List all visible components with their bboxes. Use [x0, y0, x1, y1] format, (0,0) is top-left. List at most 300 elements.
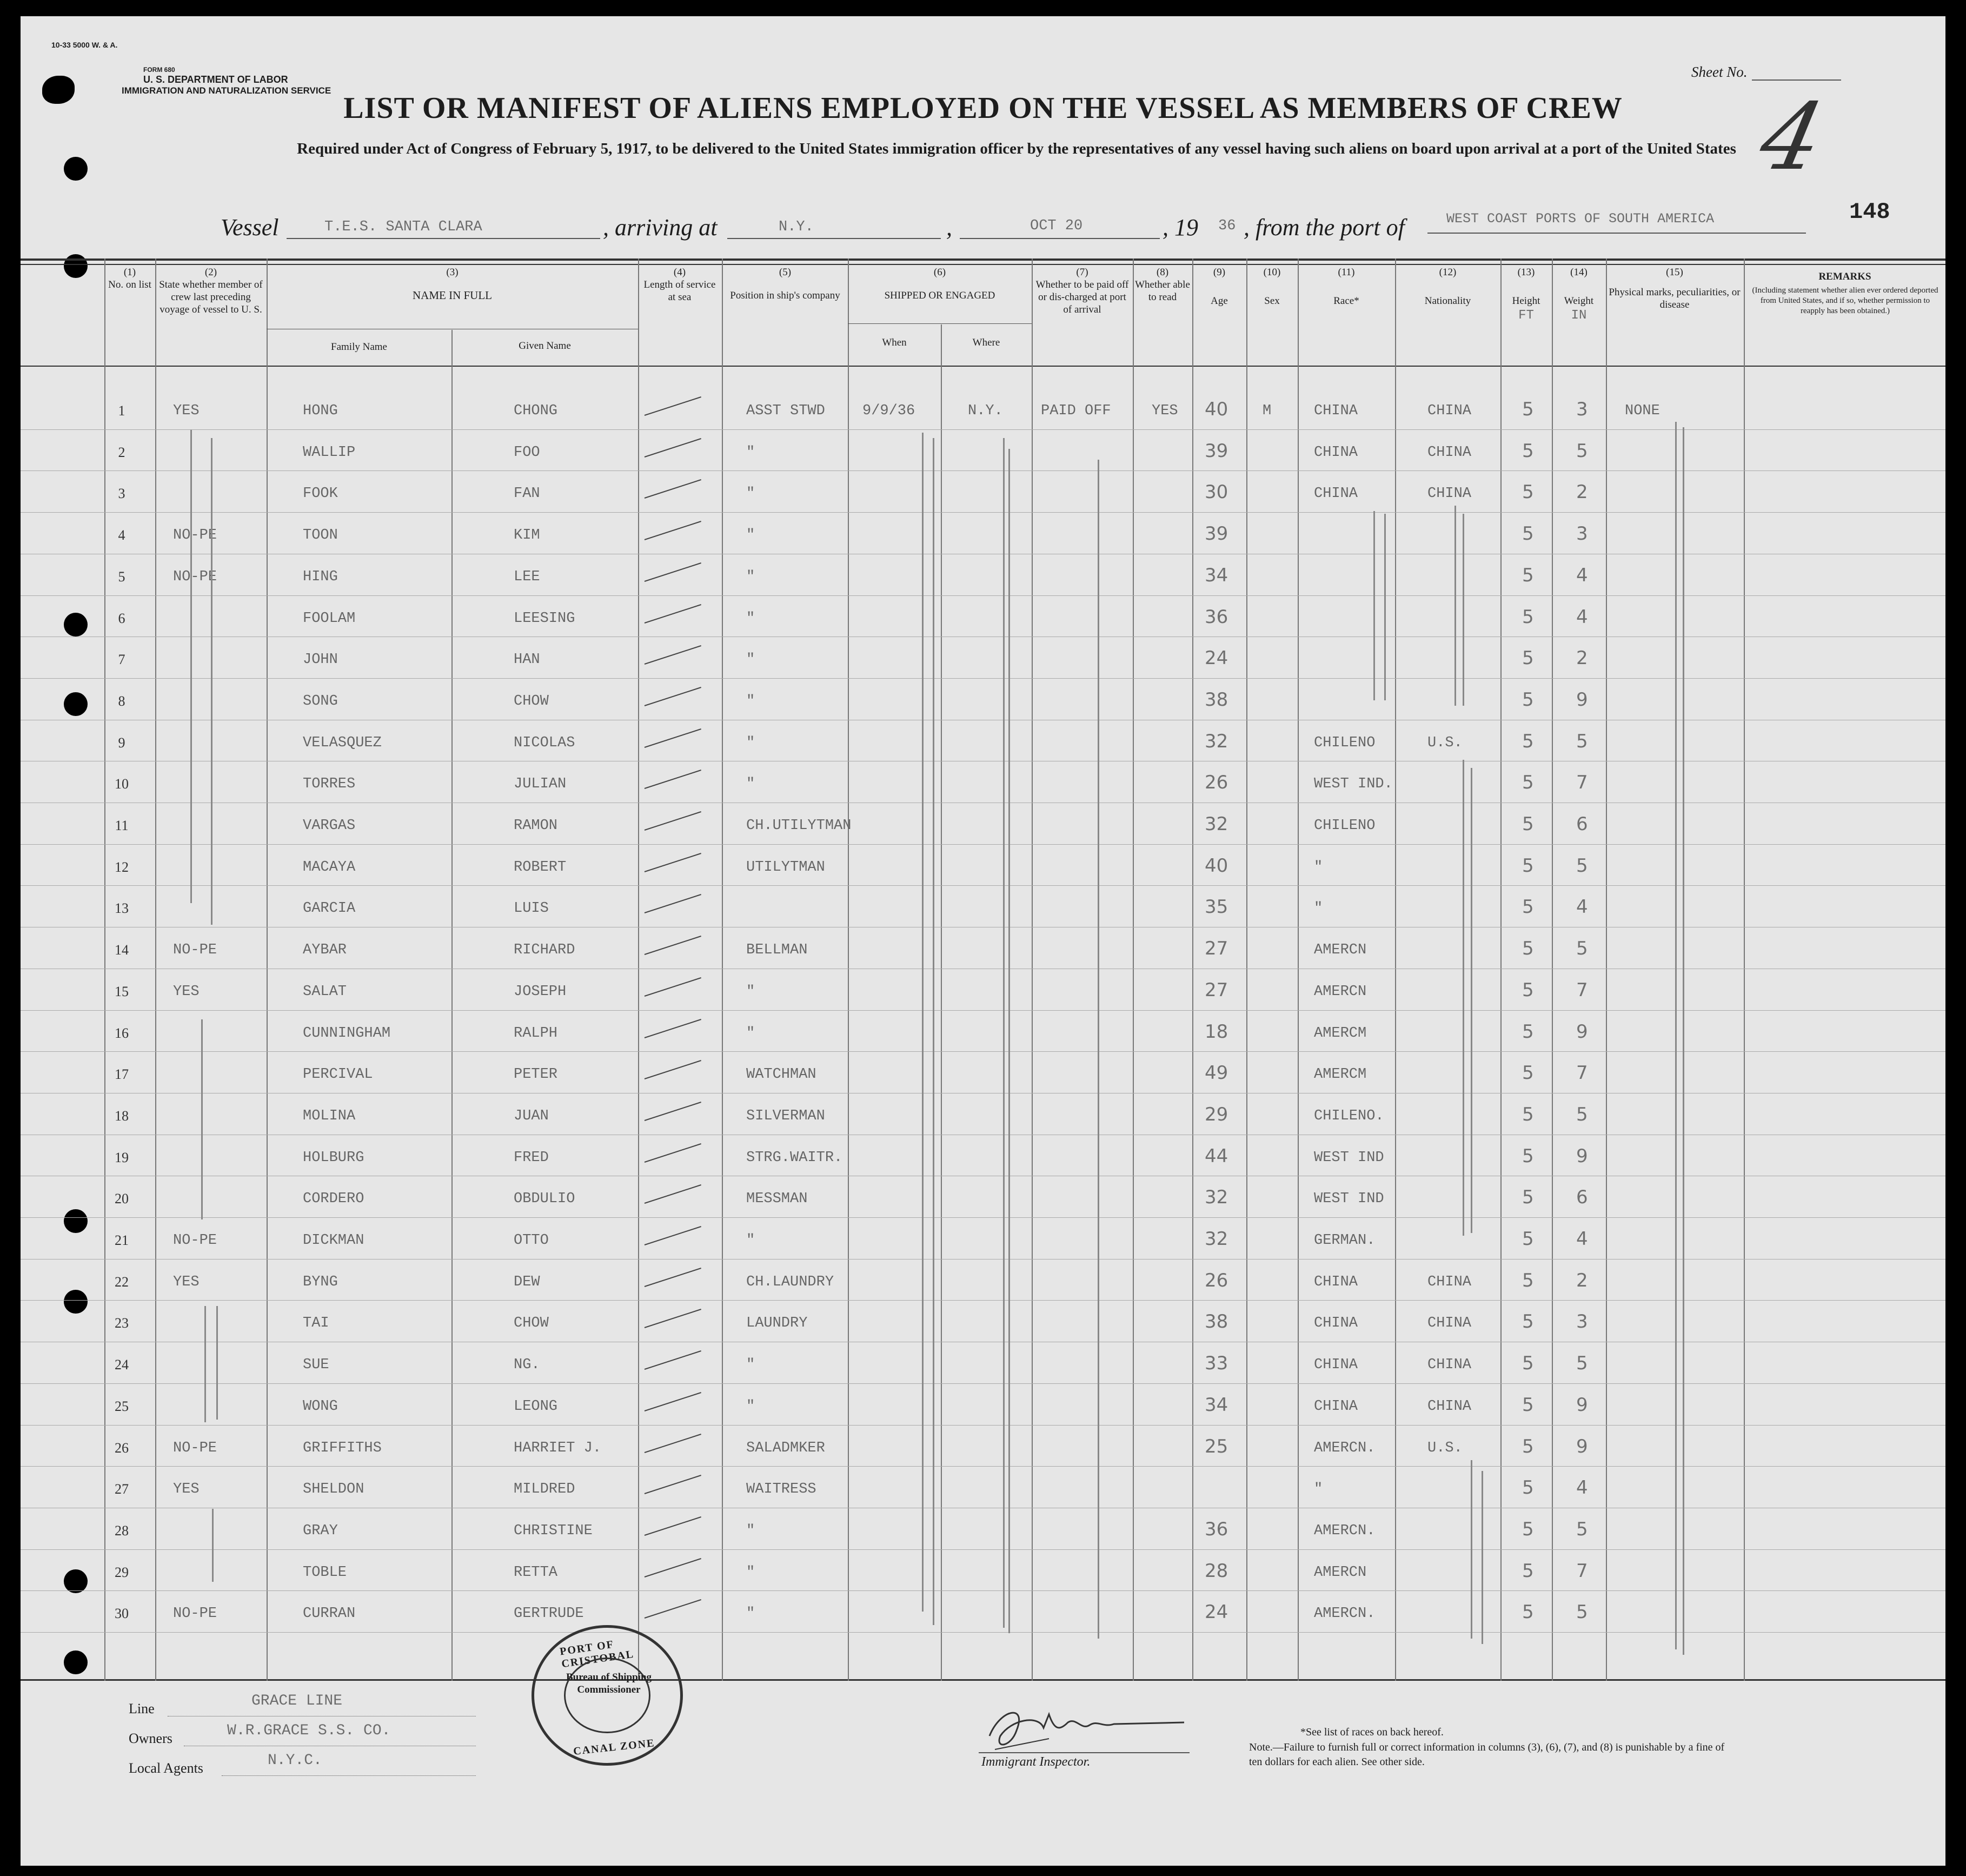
header-col-9: (9) Age — [1211, 267, 1228, 307]
cell-family-name: CORDERO — [303, 1191, 364, 1208]
cell-given-name: OTTO — [514, 1232, 549, 1249]
col-line — [848, 258, 849, 1681]
col-line — [155, 258, 156, 1681]
cell-row-number: 2 — [118, 444, 125, 460]
col-line — [1133, 258, 1134, 1681]
cell-paid-off: PAID OFF — [1041, 403, 1111, 419]
cell-height-feet: 5 — [1522, 1020, 1534, 1043]
year-prefix: , 19 — [1163, 214, 1198, 241]
cell-previous-voyage: NO-PE — [173, 527, 217, 544]
from-port-label: , from the port of — [1244, 214, 1405, 241]
cell-previous-voyage: YES — [173, 1481, 200, 1498]
line-label: Line — [129, 1701, 155, 1716]
cell-row-number: 15 — [115, 983, 129, 999]
header-col-12: (12) Nationality — [1424, 267, 1471, 307]
col-line — [1552, 258, 1553, 1681]
cell-height-inches: 2 — [1576, 647, 1588, 669]
col-line — [1606, 258, 1607, 1681]
document-title: LIST OR MANIFEST OF ALIENS EMPLOYED ON THE VESSEL AS MEMBERS OF CREW — [343, 91, 1623, 125]
punch-hole — [64, 1569, 88, 1593]
cell-family-name: TOBLE — [303, 1564, 347, 1581]
cell-height-inches: 4 — [1576, 564, 1588, 586]
row-rule — [21, 470, 1945, 471]
cell-row-number: 12 — [115, 859, 129, 875]
cell-race: CHINA — [1314, 444, 1358, 461]
cell-sex: M — [1263, 403, 1272, 419]
cell-height-inches: 7 — [1576, 1062, 1588, 1084]
cell-position: " — [746, 1232, 755, 1249]
races-note: *See list of races on back hereof. — [1300, 1726, 1444, 1738]
cell-given-name: HAN — [514, 652, 540, 668]
col-line — [1500, 258, 1502, 1681]
arriving-line — [727, 238, 941, 239]
row-rule — [21, 844, 1945, 845]
col-line — [1192, 258, 1193, 1681]
table-bottom-rule — [21, 1679, 1945, 1681]
cell-family-name: VARGAS — [303, 818, 356, 834]
line-value: GRACE LINE — [251, 1693, 343, 1709]
header-col-8: (8) Whether able to read — [1135, 267, 1190, 303]
cell-height-inches: 9 — [1576, 1020, 1588, 1043]
cell-age: 24 — [1205, 647, 1228, 669]
cell-given-name: LEE — [514, 568, 540, 585]
cell-age: 34 — [1205, 564, 1228, 586]
cell-given-name: MILDRED — [514, 1481, 575, 1498]
cell-family-name: GRIFFITHS — [303, 1440, 382, 1456]
cell-given-name: PETER — [514, 1066, 558, 1083]
cell-height-feet: 5 — [1522, 647, 1534, 669]
cell-given-name: NG. — [514, 1357, 540, 1374]
cell-race: CHILENO — [1314, 734, 1376, 751]
cell-race: AMERCN. — [1314, 1440, 1376, 1456]
cell-given-name: CHOW — [514, 693, 549, 710]
cell-position: STRG.WAITR. — [746, 1149, 843, 1166]
cell-row-number: 3 — [118, 486, 125, 502]
page-number: 148 — [1849, 199, 1890, 225]
cell-height-feet: 5 — [1522, 1228, 1534, 1250]
cell-row-number: 13 — [115, 900, 129, 917]
cell-previous-voyage: NO-PE — [173, 1232, 217, 1249]
header-col-1: (1) No. on list — [108, 267, 151, 290]
cell-row-number: 16 — [115, 1025, 129, 1041]
cell-age: 39 — [1205, 440, 1228, 462]
row-rule — [21, 678, 1945, 679]
cell-position: " — [746, 1357, 755, 1374]
row-rule — [21, 1466, 1945, 1467]
col-line — [104, 258, 105, 1681]
cell-height-inches: 5 — [1576, 1601, 1588, 1623]
cell-height-inches: 7 — [1576, 1560, 1588, 1582]
service-name: IMMIGRATION AND NATURALIZATION SERVICE — [122, 85, 331, 96]
sheet-number-label: Sheet No. — [1691, 64, 1748, 80]
cell-given-name: FOO — [514, 444, 540, 461]
port-stamp — [532, 1625, 683, 1766]
cell-position: " — [746, 983, 755, 1000]
cell-family-name: DICKMAN — [303, 1232, 364, 1249]
sheet-number-line — [1752, 79, 1841, 81]
cell-nationality: CHINA — [1427, 403, 1472, 419]
cell-row-number: 9 — [118, 734, 125, 751]
cell-given-name: CHRISTINE — [514, 1522, 593, 1539]
cell-age: 39 — [1205, 523, 1228, 545]
ditto-bracket — [1008, 449, 1010, 1633]
header-col-14: (14) Weight IN — [1564, 267, 1594, 323]
cell-family-name: MOLINA — [303, 1108, 356, 1124]
cell-row-number: 6 — [118, 610, 125, 626]
row-rule — [21, 1632, 1945, 1633]
owners-value: W.R.GRACE S.S. CO. — [227, 1722, 391, 1739]
cell-height-feet: 5 — [1522, 523, 1534, 545]
punch-hole — [64, 1650, 88, 1674]
header-col-5: (5) Position in ship's company — [730, 267, 840, 301]
header-family-name: Family Name — [331, 341, 387, 353]
cell-position: SALADMKER — [746, 1440, 825, 1456]
vessel-label: Vessel — [221, 214, 279, 241]
cell-nationality: CHINA — [1427, 1398, 1472, 1415]
row-rule — [21, 1590, 1945, 1591]
col-line — [1032, 258, 1033, 1681]
col-line — [638, 258, 639, 1681]
col-line — [1744, 258, 1745, 1681]
cell-family-name: WALLIP — [303, 444, 356, 461]
arrival-date: OCT 20 — [1030, 218, 1083, 234]
cell-race: CHINA — [1314, 486, 1358, 502]
cell-race: WEST IND — [1314, 1149, 1384, 1166]
cell-height-inches: 9 — [1576, 1394, 1588, 1416]
cell-age: 27 — [1205, 979, 1228, 1001]
cell-height-feet: 5 — [1522, 1477, 1534, 1499]
cell-family-name: BYNG — [303, 1274, 338, 1290]
cell-height-feet: 5 — [1522, 730, 1534, 752]
row-rule — [21, 1010, 1945, 1011]
department-name: U. S. DEPARTMENT OF LABOR — [143, 74, 288, 85]
row-rule — [21, 512, 1945, 513]
cell-family-name: TAI — [303, 1315, 329, 1332]
row-rule — [21, 1217, 1945, 1218]
arriving-port: N.Y. — [779, 219, 814, 235]
punch-hole — [64, 613, 88, 637]
cell-family-name: FOOLAM — [303, 610, 356, 627]
form-code: 10-33 5000 W. & A. — [51, 41, 118, 49]
cell-given-name: CHONG — [514, 403, 558, 419]
cell-position: " — [746, 734, 755, 751]
cell-family-name: AYBAR — [303, 942, 347, 959]
header-col-6: (6) SHIPPED OR ENGAGED — [884, 267, 995, 301]
cell-position: " — [746, 776, 755, 793]
punch-hole — [64, 692, 88, 716]
ditto-bracket — [216, 1306, 218, 1420]
cell-race: WEST IND. — [1314, 776, 1393, 793]
ditto-bracket — [933, 438, 934, 1625]
cell-race: AMERCN — [1314, 942, 1367, 959]
agents-value: N.Y.C. — [268, 1752, 322, 1769]
cell-family-name: GRAY — [303, 1522, 338, 1539]
cell-height-inches: 5 — [1576, 1353, 1588, 1375]
ditto-bracket — [1482, 1471, 1483, 1644]
cell-height-inches: 5 — [1576, 1518, 1588, 1540]
cell-age: 32 — [1205, 1228, 1228, 1250]
ditto-bracket — [1463, 760, 1464, 1236]
cell-row-number: 5 — [118, 568, 125, 585]
cell-height-feet: 5 — [1522, 772, 1534, 794]
cell-age: 35 — [1205, 896, 1228, 918]
cell-height-inches: 5 — [1576, 730, 1588, 752]
cell-row-number: 22 — [115, 1274, 129, 1290]
cell-given-name: RALPH — [514, 1025, 558, 1042]
cell-given-name: DEW — [514, 1274, 540, 1290]
punch-hole — [64, 1209, 88, 1233]
cell-family-name: SALAT — [303, 983, 347, 1000]
agents-underline — [222, 1775, 476, 1776]
cell-previous-voyage: NO-PE — [173, 568, 217, 585]
table-top-rule — [21, 258, 1945, 261]
header-remarks-note: (Including statement whether alien ever ordered deported from United States, and if so, whether permission to reapply has been obtained.) — [1752, 286, 1938, 315]
cell-race: CHINA — [1314, 1357, 1358, 1374]
agents-label: Local Agents — [129, 1760, 203, 1776]
cell-row-number: 8 — [118, 693, 125, 709]
cell-age: 38 — [1205, 688, 1228, 711]
cell-nationality: CHINA — [1427, 486, 1472, 502]
cell-position: WATCHMAN — [746, 1066, 816, 1083]
cell-height-inches: 3 — [1576, 399, 1588, 420]
year-suffix: 36 — [1218, 218, 1236, 234]
cell-family-name: TORRES — [303, 776, 356, 793]
cell-height-inches: 2 — [1576, 481, 1588, 503]
cell-given-name: FAN — [514, 486, 540, 502]
cell-row-number: 1 — [118, 403, 125, 419]
cell-shipped-when: 9/9/36 — [862, 403, 915, 419]
cell-row-number: 29 — [115, 1564, 129, 1580]
cell-given-name: HARRIET J. — [514, 1440, 602, 1456]
cell-age: 49 — [1205, 1062, 1228, 1084]
sheet-number-handwritten: 4 — [1751, 84, 1833, 191]
cell-family-name: FOOK — [303, 486, 338, 502]
cell-family-name: HONG — [303, 403, 338, 419]
cell-given-name: KIM — [514, 527, 540, 544]
cell-row-number: 14 — [115, 942, 129, 958]
row-rule — [21, 885, 1945, 886]
row-rule — [21, 1549, 1945, 1550]
date-line — [960, 238, 1160, 239]
ditto-bracket — [1471, 1460, 1472, 1639]
cell-age: 30 — [1205, 481, 1228, 503]
cell-age: 32 — [1205, 813, 1228, 835]
header-col-11: (11) Race* — [1333, 267, 1359, 307]
ditto-bracket — [190, 430, 192, 903]
cell-row-number: 21 — [115, 1232, 129, 1248]
cell-position: MESSMAN — [746, 1191, 808, 1208]
cell-race: GERMAN. — [1314, 1232, 1376, 1249]
ditto-bracket — [1675, 422, 1677, 1649]
cell-height-inches: 7 — [1576, 979, 1588, 1001]
cell-position: " — [746, 444, 755, 461]
cell-race: CHILENO — [1314, 818, 1376, 834]
cell-age: 44 — [1205, 1145, 1228, 1167]
cell-height-inches: 9 — [1576, 688, 1588, 711]
cell-age: 38 — [1205, 1311, 1228, 1333]
col-line — [267, 258, 268, 1681]
cell-race: CHINA — [1314, 1315, 1358, 1332]
cell-race: AMERCM — [1314, 1066, 1367, 1083]
ditto-bracket — [212, 1509, 214, 1582]
ditto-bracket — [204, 1306, 206, 1422]
cell-able-to-read: YES — [1152, 403, 1178, 419]
cell-position: CH.LAUNDRY — [746, 1274, 834, 1290]
stamp-top-text: PORT OF CRISTOBAL — [559, 1638, 635, 1670]
ditto-bracket — [1098, 460, 1099, 1639]
cell-given-name: LUIS — [514, 900, 549, 917]
cell-row-number: 30 — [115, 1606, 129, 1622]
cell-position: " — [746, 652, 755, 668]
cell-age: 36 — [1205, 1518, 1228, 1540]
cell-height-inches: 4 — [1576, 1228, 1588, 1250]
punch-hole — [64, 157, 88, 181]
cell-given-name: OBDULIO — [514, 1191, 575, 1208]
cell-nationality: CHINA — [1427, 1315, 1472, 1332]
cell-family-name: TOON — [303, 527, 338, 544]
cell-previous-voyage: YES — [173, 983, 200, 1000]
cell-age: 27 — [1205, 938, 1228, 960]
cell-age: 26 — [1205, 772, 1228, 794]
cell-race: AMERCN — [1314, 983, 1367, 1000]
cell-age: 40 — [1205, 854, 1228, 877]
cell-given-name: RAMON — [514, 818, 558, 834]
cell-height-feet: 5 — [1522, 564, 1534, 586]
cell-family-name: HOLBURG — [303, 1149, 364, 1166]
cell-position: LAUNDRY — [746, 1315, 808, 1332]
cell-position: WAITRESS — [746, 1481, 816, 1498]
cell-family-name: PERCIVAL — [303, 1066, 373, 1083]
col-line — [1246, 258, 1247, 1681]
stamp-center-text: Bureau of Shipping Commissioner — [566, 1672, 652, 1695]
cell-race: CHINA — [1314, 403, 1358, 419]
cell-age: 24 — [1205, 1601, 1228, 1623]
cell-row-number: 27 — [115, 1481, 129, 1497]
header-col-13: (13) Height FT — [1512, 267, 1540, 323]
cell-height-feet: 5 — [1522, 854, 1534, 877]
row-rule — [21, 1425, 1945, 1426]
arriving-label: , arriving at — [603, 214, 718, 241]
cell-race: " — [1314, 1481, 1323, 1498]
cell-previous-voyage: NO-PE — [173, 942, 217, 959]
inspector-label: Immigrant Inspector. — [981, 1755, 1091, 1769]
cell-row-number: 25 — [115, 1398, 129, 1414]
from-port: WEST COAST PORTS OF SOUTH AMERICA — [1446, 211, 1715, 227]
header-bottom-rule — [21, 366, 1945, 367]
cell-nationality: U.S. — [1427, 1440, 1463, 1456]
cell-height-inches: 4 — [1576, 606, 1588, 628]
header-where: Where — [972, 337, 1000, 348]
document-subtitle: Required under Act of Congress of February 5, 1917, to be delivered to the United States immigration officer by the representatives of any vessel having such aliens on board upon arrival at a port of the United States — [297, 140, 1736, 157]
cell-race: CHINA — [1314, 1274, 1358, 1290]
cell-race: CHINA — [1314, 1398, 1358, 1415]
ditto-bracket — [1471, 768, 1472, 1233]
cell-height-feet: 5 — [1522, 1103, 1534, 1125]
cell-row-number: 20 — [115, 1191, 129, 1207]
comma-separator: , — [946, 214, 952, 241]
cell-given-name: RETTA — [514, 1564, 558, 1581]
row-rule — [21, 429, 1945, 430]
col-line — [722, 258, 723, 1681]
ditto-bracket — [1384, 514, 1386, 700]
cell-family-name: JOHN — [303, 652, 338, 668]
cell-row-number: 17 — [115, 1066, 129, 1083]
cell-family-name: MACAYA — [303, 859, 356, 876]
cell-position: UTILYTMAN — [746, 859, 825, 876]
header-remarks: REMARKS — [1818, 271, 1871, 282]
ditto-bracket — [1003, 438, 1005, 1628]
cell-row-number: 18 — [115, 1108, 129, 1124]
cell-position: " — [746, 1025, 755, 1042]
cell-given-name: LEESING — [514, 610, 575, 627]
cell-height-feet: 5 — [1522, 1394, 1534, 1416]
cell-age: 28 — [1205, 1560, 1228, 1582]
cell-height-inches: 4 — [1576, 896, 1588, 918]
cell-height-feet: 5 — [1522, 399, 1534, 420]
cell-family-name: WONG — [303, 1398, 338, 1415]
cell-age: 36 — [1205, 606, 1228, 628]
header-col-3: (3) NAME IN FULL — [413, 267, 492, 302]
ditto-bracket — [211, 438, 212, 925]
cell-height-feet: 5 — [1522, 1601, 1534, 1623]
inspector-signature — [968, 1698, 1195, 1758]
cell-height-inches: 4 — [1576, 1477, 1588, 1499]
cell-physical-marks: NONE — [1625, 403, 1660, 419]
cell-height-feet: 5 — [1522, 813, 1534, 835]
cell-position: " — [746, 1398, 755, 1415]
cell-height-feet: 5 — [1522, 1269, 1534, 1291]
cell-row-number: 4 — [118, 527, 125, 543]
cell-position: CH.UTILYTMAN — [746, 818, 852, 834]
cell-row-number: 24 — [115, 1357, 129, 1373]
cell-row-number: 10 — [115, 776, 129, 792]
subheader-line — [848, 323, 1032, 324]
cell-race: WEST IND — [1314, 1191, 1384, 1208]
cell-given-name: ROBERT — [514, 859, 567, 876]
cell-given-name: GERTRUDE — [514, 1606, 584, 1622]
header-given-name: Given Name — [519, 340, 571, 352]
cell-height-inches: 7 — [1576, 772, 1588, 794]
cell-age: 25 — [1205, 1435, 1228, 1457]
cell-previous-voyage: NO-PE — [173, 1606, 217, 1622]
header-col-15: (15) Physical marks, peculiarities, or disease — [1609, 267, 1741, 310]
cell-position: " — [746, 527, 755, 544]
cell-height-feet: 5 — [1522, 481, 1534, 503]
cell-height-feet: 5 — [1522, 1353, 1534, 1375]
cell-height-feet: 5 — [1522, 1186, 1534, 1209]
header-col-10: (10) Sex — [1263, 267, 1281, 307]
cell-height-feet: 5 — [1522, 938, 1534, 960]
cell-family-name: CUNNINGHAM — [303, 1025, 391, 1042]
header-col-4: (4) Length of service at sea — [643, 267, 716, 303]
vessel-name: T.E.S. SANTA CLARA — [324, 219, 482, 235]
cell-position: " — [746, 568, 755, 585]
cell-position: " — [746, 610, 755, 627]
cell-height-inches: 5 — [1576, 854, 1588, 877]
cell-age: 33 — [1205, 1353, 1228, 1375]
cell-age: 34 — [1205, 1394, 1228, 1416]
col-line — [451, 330, 453, 1681]
cell-height-feet: 5 — [1522, 896, 1534, 918]
ditto-bracket — [1463, 514, 1464, 706]
row-rule — [21, 595, 1945, 596]
cell-row-number: 26 — [115, 1440, 129, 1456]
cell-family-name: GARCIA — [303, 900, 356, 917]
cell-height-feet: 5 — [1522, 440, 1534, 462]
cell-height-inches: 6 — [1576, 813, 1588, 835]
cell-given-name: JOSEPH — [514, 983, 567, 1000]
form-number: FORM 680 — [143, 66, 175, 74]
